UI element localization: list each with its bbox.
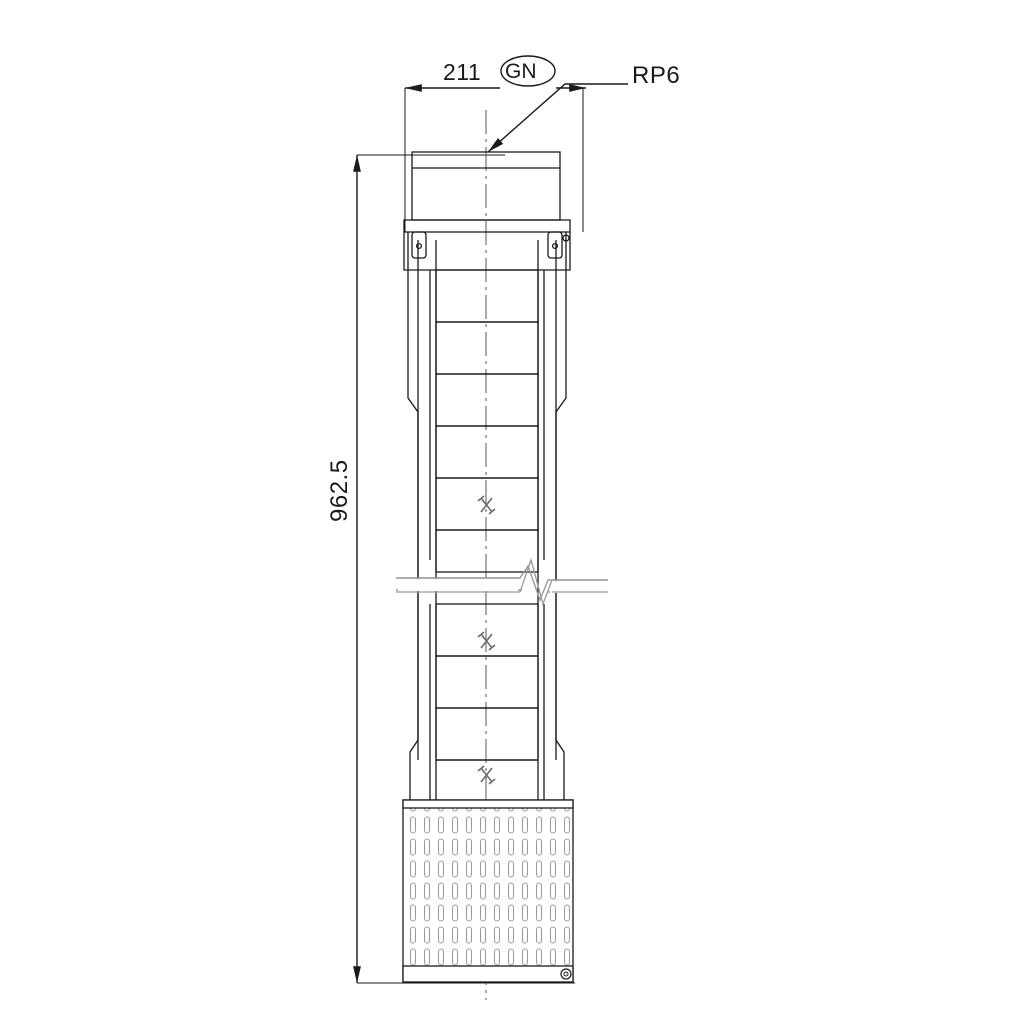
length-dimension-value: 962.5: [326, 459, 353, 522]
pump-body: [404, 152, 570, 802]
rp6-leader: [488, 84, 628, 152]
rp6-callout-label: RP6: [632, 62, 681, 89]
gn-badge-label: GN: [505, 60, 537, 83]
width-dimension-value: 211: [443, 59, 482, 85]
width-dimension: [405, 56, 586, 232]
suction-strainer: [403, 800, 573, 982]
